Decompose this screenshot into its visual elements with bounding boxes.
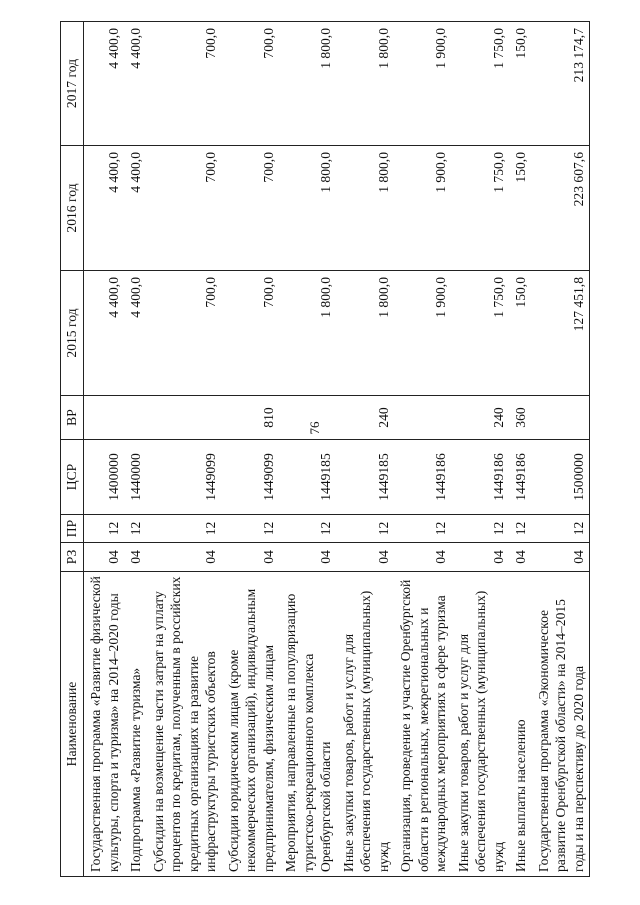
cell-2016: 4 400,0 <box>124 146 147 271</box>
cell-name: Подпрограмма «Развитие туризма» <box>124 572 147 877</box>
cell-vr: 240 <box>337 396 395 440</box>
cell-csr: 1449185 <box>279 440 337 515</box>
table-row <box>147 22 222 877</box>
table-row <box>337 22 395 877</box>
cell-vr <box>279 396 337 440</box>
rotated-page-content <box>60 17 640 877</box>
cell-vr: 360 <box>509 396 532 440</box>
cell-name: Иные закупки товаров, работ и услуг для обеспечения государственных (муниципальных) нужд <box>452 572 510 877</box>
cell-rz: 04 <box>279 543 337 572</box>
cell-2015: 1 900,0 <box>394 271 452 396</box>
cell-pr: 12 <box>509 515 532 543</box>
cell-2016: 150,0 <box>509 146 532 271</box>
cell-pr: 12 <box>337 515 395 543</box>
cell-vr <box>394 396 452 440</box>
table-row <box>452 22 510 877</box>
cell-csr: 1449186 <box>394 440 452 515</box>
cell-name: Иные закупки товаров, работ и услуг для обеспечения государственных (муниципальных) нужд <box>337 572 395 877</box>
cell-2015: 150,0 <box>509 271 532 396</box>
table-row <box>509 22 532 877</box>
cell-2016: 1 800,0 <box>279 146 337 271</box>
table-row <box>222 22 280 877</box>
cell-rz: 04 <box>84 543 125 572</box>
column-header-2015: 2015 год <box>61 271 84 396</box>
cell-vr: 810 <box>222 396 280 440</box>
cell-name: Организация, проведение и участие Оренбургской области в региональных, межрегиональных и международных мероприятиях в сфере туризма <box>394 572 452 877</box>
cell-csr: 1449186 <box>452 440 510 515</box>
cell-pr: 12 <box>279 515 337 543</box>
cell-name: Государственная программа «Экономическое развитие Оренбургской области» на 2014–2015 годы и на перспективу до 2020 года <box>532 572 590 877</box>
cell-2017: 1 800,0 <box>337 22 395 146</box>
cell-pr: 12 <box>452 515 510 543</box>
column-header-pr: ПР <box>61 515 84 543</box>
table-row <box>394 22 452 877</box>
column-header-rz: РЗ <box>61 543 84 572</box>
cell-csr: 1449186 <box>509 440 532 515</box>
page-number: 76 <box>307 421 322 435</box>
cell-vr <box>84 396 125 440</box>
cell-2017: 1 900,0 <box>394 22 452 146</box>
cell-2016: 223 607,6 <box>532 146 590 271</box>
cell-vr <box>124 396 147 440</box>
cell-2017: 4 400,0 <box>124 22 147 146</box>
cell-name: Мероприятия, направленные на популяризацию туристско-рекреационного комплекса Оренбургской области <box>279 572 337 877</box>
budget-table <box>60 21 590 877</box>
cell-2017: 1 800,0 <box>279 22 337 146</box>
cell-rz: 04 <box>452 543 510 572</box>
cell-2015: 1 750,0 <box>452 271 510 396</box>
table-row <box>84 22 125 877</box>
table-row <box>124 22 147 877</box>
column-header-csr: ЦСР <box>61 440 84 515</box>
cell-pr: 12 <box>532 515 590 543</box>
cell-csr: 1449099 <box>222 440 280 515</box>
cell-pr: 12 <box>394 515 452 543</box>
cell-pr: 12 <box>222 515 280 543</box>
cell-2016: 1 800,0 <box>337 146 395 271</box>
column-header-vr: ВР <box>61 396 84 440</box>
cell-vr: 240 <box>452 396 510 440</box>
cell-2015: 700,0 <box>222 271 280 396</box>
table-row <box>532 22 590 877</box>
cell-2017: 4 400,0 <box>84 22 125 146</box>
cell-2017: 1 750,0 <box>452 22 510 146</box>
table-row <box>279 22 337 877</box>
cell-pr: 12 <box>147 515 222 543</box>
cell-name: Субсидии юридическим лицам (кроме некоммерческих организаций), индивидуальным предпринимателям, физическим лицам <box>222 572 280 877</box>
cell-2016: 1 900,0 <box>394 146 452 271</box>
cell-2016: 700,0 <box>147 146 222 271</box>
cell-vr <box>147 396 222 440</box>
cell-csr: 1440000 <box>124 440 147 515</box>
cell-csr: 1400000 <box>84 440 125 515</box>
cell-pr: 12 <box>124 515 147 543</box>
cell-2015: 4 400,0 <box>124 271 147 396</box>
cell-name: Субсидии на возмещение части затрат на уплату процентов по кредитам, полученным в российских кредитных организациях на развитие инфраструктуры туристских объектов <box>147 572 222 877</box>
cell-2015: 127 451,8 <box>532 271 590 396</box>
cell-csr: 1449185 <box>337 440 395 515</box>
cell-name: Государственная программа «Развитие физической культуры, спорта и туризма» на 2014–2020 годы <box>84 572 125 877</box>
cell-rz: 04 <box>337 543 395 572</box>
cell-csr: 1449099 <box>147 440 222 515</box>
cell-2016: 700,0 <box>222 146 280 271</box>
cell-2016: 1 750,0 <box>452 146 510 271</box>
cell-csr: 1500000 <box>532 440 590 515</box>
cell-2017: 700,0 <box>222 22 280 146</box>
column-header-name: Наименование <box>61 572 84 877</box>
cell-2017: 700,0 <box>147 22 222 146</box>
column-header-2016: 2016 год <box>61 146 84 271</box>
cell-rz: 04 <box>509 543 532 572</box>
cell-rz: 04 <box>147 543 222 572</box>
cell-rz: 04 <box>394 543 452 572</box>
cell-2015: 1 800,0 <box>279 271 337 396</box>
cell-2015: 4 400,0 <box>84 271 125 396</box>
cell-vr <box>532 396 590 440</box>
cell-rz: 04 <box>222 543 280 572</box>
cell-2017: 213 174,7 <box>532 22 590 146</box>
column-header-2017: 2017 год <box>61 22 84 146</box>
table-header-row <box>61 22 84 877</box>
cell-name: Иные выплаты населению <box>509 572 532 877</box>
cell-rz: 04 <box>532 543 590 572</box>
cell-2015: 1 800,0 <box>337 271 395 396</box>
cell-2015: 700,0 <box>147 271 222 396</box>
cell-2017: 150,0 <box>509 22 532 146</box>
cell-pr: 12 <box>84 515 125 543</box>
cell-rz: 04 <box>124 543 147 572</box>
cell-2016: 4 400,0 <box>84 146 125 271</box>
